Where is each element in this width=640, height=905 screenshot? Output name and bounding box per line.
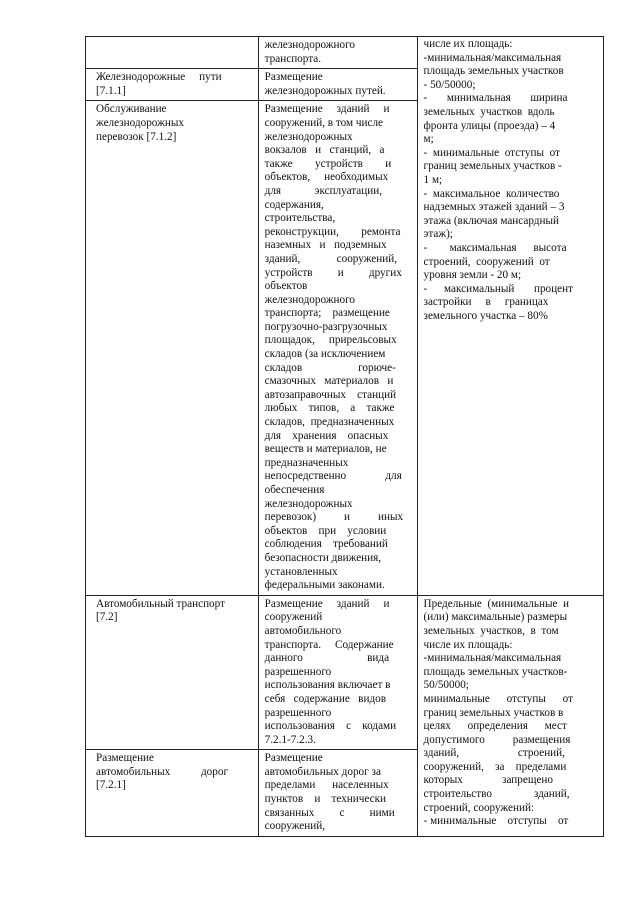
text-line: Размещение	[264, 71, 323, 84]
table-row	[86, 37, 604, 69]
text-line: - максимальный процент	[423, 282, 573, 295]
parameters-cell	[417, 595, 603, 836]
text-line: [7.1.1]	[96, 84, 126, 97]
text-line: для эксплуатации,	[264, 184, 383, 197]
text-line: строений, сооружений от	[423, 255, 550, 268]
text-line: непосредственно для	[264, 470, 402, 483]
text-line: зданий, сооружений,	[264, 252, 397, 265]
text-line: погрузочно-разгрузочных	[264, 320, 388, 333]
text-line: Обслуживание	[96, 103, 167, 116]
text-line: безопасности движения,	[264, 551, 382, 564]
text-line: застройки в границах	[423, 296, 549, 309]
text-line: допустимого размещения	[423, 733, 571, 746]
text-line: железнодорожного	[264, 293, 355, 306]
text-line: для хранения опасных	[264, 429, 389, 442]
text-line: границ земельных участков -	[423, 160, 562, 173]
text-line: перевозок [7.1.2]	[96, 130, 177, 143]
description-cell	[258, 750, 417, 837]
text-line: использования с кодами	[264, 720, 397, 733]
text-line: -минимальная/максимальная	[423, 51, 562, 64]
text-line: уровня земли - 20 м;	[423, 269, 522, 282]
text-line: строений, сооружений:	[423, 801, 535, 814]
text-line: железнодорожных	[264, 497, 353, 510]
text-line: сооружений	[264, 611, 323, 624]
text-line: реконструкции, ремонта	[264, 225, 401, 238]
text-line: автозаправочных станций	[264, 388, 397, 401]
text-line: Автомобильный транспорт	[96, 597, 225, 610]
text-line: перевозок) и иных	[264, 511, 404, 524]
text-line: строительство зданий,	[423, 788, 570, 801]
use-type-cell	[86, 37, 259, 69]
text-line: целях определения мест	[423, 720, 567, 733]
text-line: объектов при условии	[264, 524, 387, 537]
text-line: транспорта. Содержание	[264, 638, 394, 651]
text-line: складов (за исключением	[264, 348, 386, 361]
text-line: разрешенного	[264, 665, 332, 678]
text-line: границ земельных участков в	[423, 706, 564, 719]
text-line: земельного участка – 80%	[423, 309, 548, 322]
text-line: железнодорожных	[96, 116, 184, 129]
text-line: числе их площадь:	[423, 38, 513, 50]
text-line: железнодорожных путей.	[264, 84, 386, 97]
text-line: вокзалов и станций, а	[264, 144, 385, 157]
text-line: объектов, необходимых	[264, 171, 389, 184]
text-line: связанных с ними	[264, 806, 395, 819]
text-line: наземных и подземных	[264, 239, 387, 252]
text-line: (или) максимальные) размеры	[423, 611, 568, 624]
text-line: сооружений, в том числе	[264, 116, 384, 129]
use-type-cell	[86, 750, 259, 837]
text-line: - минимальные отступы от	[423, 815, 569, 828]
text-line: веществ и материалов, не	[264, 443, 387, 456]
text-line: сооружений, за пределами	[423, 760, 567, 773]
text-line: Размещение	[96, 752, 155, 765]
text-line: числе их площадь:	[423, 638, 513, 651]
text-line: данного вида	[264, 652, 390, 665]
use-type-cell	[86, 595, 259, 750]
text-line: этажа (включая мансардный	[423, 214, 559, 227]
text-line: пределами населенных	[264, 779, 389, 792]
text-line: складов, предназначенных	[264, 416, 395, 429]
text-line: разрешенного	[264, 706, 332, 719]
text-line: [7.2]	[96, 611, 118, 624]
text-line: - максимальная высота	[423, 241, 567, 254]
description-cell	[258, 101, 417, 595]
text-line: себя содержание видов	[264, 692, 387, 705]
text-line: земельных участков вдоль	[423, 105, 555, 118]
text-line: площадь земельных участков	[423, 65, 564, 78]
text-line: смазочных материалов и	[264, 375, 394, 388]
text-line: объектов	[264, 280, 308, 293]
text-line: установленных	[264, 565, 338, 578]
text-line: Размещение зданий и	[264, 103, 390, 116]
text-line: любых типов, а также	[264, 402, 395, 415]
text-line: транспорта.	[264, 52, 322, 65]
table-row	[86, 595, 604, 750]
text-line: автомобильного	[264, 624, 342, 637]
text-line: использования включает в	[264, 679, 391, 692]
text-line: площадок, прирельсовых	[264, 334, 397, 347]
text-line: федеральными законами.	[264, 579, 385, 592]
text-line: земельных участков, в том	[423, 624, 559, 637]
text-line: [7.2.1]	[96, 779, 126, 792]
text-line: обеспечения	[264, 484, 325, 496]
text-line: этаж);	[423, 228, 453, 241]
text-line: устройств и других	[264, 266, 402, 279]
text-line: зданий, строений,	[423, 747, 565, 760]
text-line: транспорта; размещение	[264, 307, 390, 320]
text-line: Размещение	[264, 752, 323, 765]
text-line: -минимальная/максимальная	[423, 652, 562, 665]
text-line: складов горюче-	[264, 361, 396, 374]
text-line: - 50/50000;	[423, 78, 476, 91]
description-cell	[258, 595, 417, 750]
text-line: также устройств и	[264, 157, 392, 170]
text-line: железнодорожного	[264, 39, 355, 51]
text-line: которых запрещено	[423, 774, 553, 787]
text-line: м;	[423, 133, 434, 146]
text-line: Железнодорожные пути	[96, 71, 222, 84]
parameters-cell	[417, 37, 603, 596]
text-line: пунктов и технически	[264, 793, 387, 806]
text-line: 50/50000;	[423, 679, 469, 692]
text-line: - минимальная ширина	[423, 92, 568, 105]
text-line: надземных этажей зданий – 3	[423, 201, 565, 214]
land-use-table	[85, 36, 604, 837]
text-line: минимальные отступы от	[423, 692, 573, 705]
text-line: железнодорожных	[264, 130, 353, 143]
text-line: Предельные (минимальные и	[423, 597, 570, 610]
text-line: площадь земельных участков-	[423, 665, 568, 678]
use-type-cell	[86, 101, 259, 595]
text-line: 1 м;	[423, 173, 443, 186]
text-line: соблюдения требований	[264, 538, 388, 551]
text-line: предназначенных	[264, 456, 349, 469]
text-line: содержания,	[264, 198, 324, 211]
text-line: строительства,	[264, 212, 336, 225]
text-line: - максимальное количество	[423, 187, 560, 200]
use-type-cell	[86, 69, 259, 101]
text-line: автомобильных дорог	[96, 765, 229, 778]
text-line: - минимальные отступы от	[423, 146, 560, 159]
text-line: автомобильных дорог за	[264, 765, 381, 778]
text-line: Размещение зданий и	[264, 597, 390, 610]
description-cell	[258, 69, 417, 101]
text-line: фронта улицы (проезда) – 4	[423, 119, 556, 132]
text-line: сооружений,	[264, 820, 326, 833]
text-line: 7.2.1-7.2.3.	[264, 733, 316, 746]
description-cell	[258, 37, 417, 69]
